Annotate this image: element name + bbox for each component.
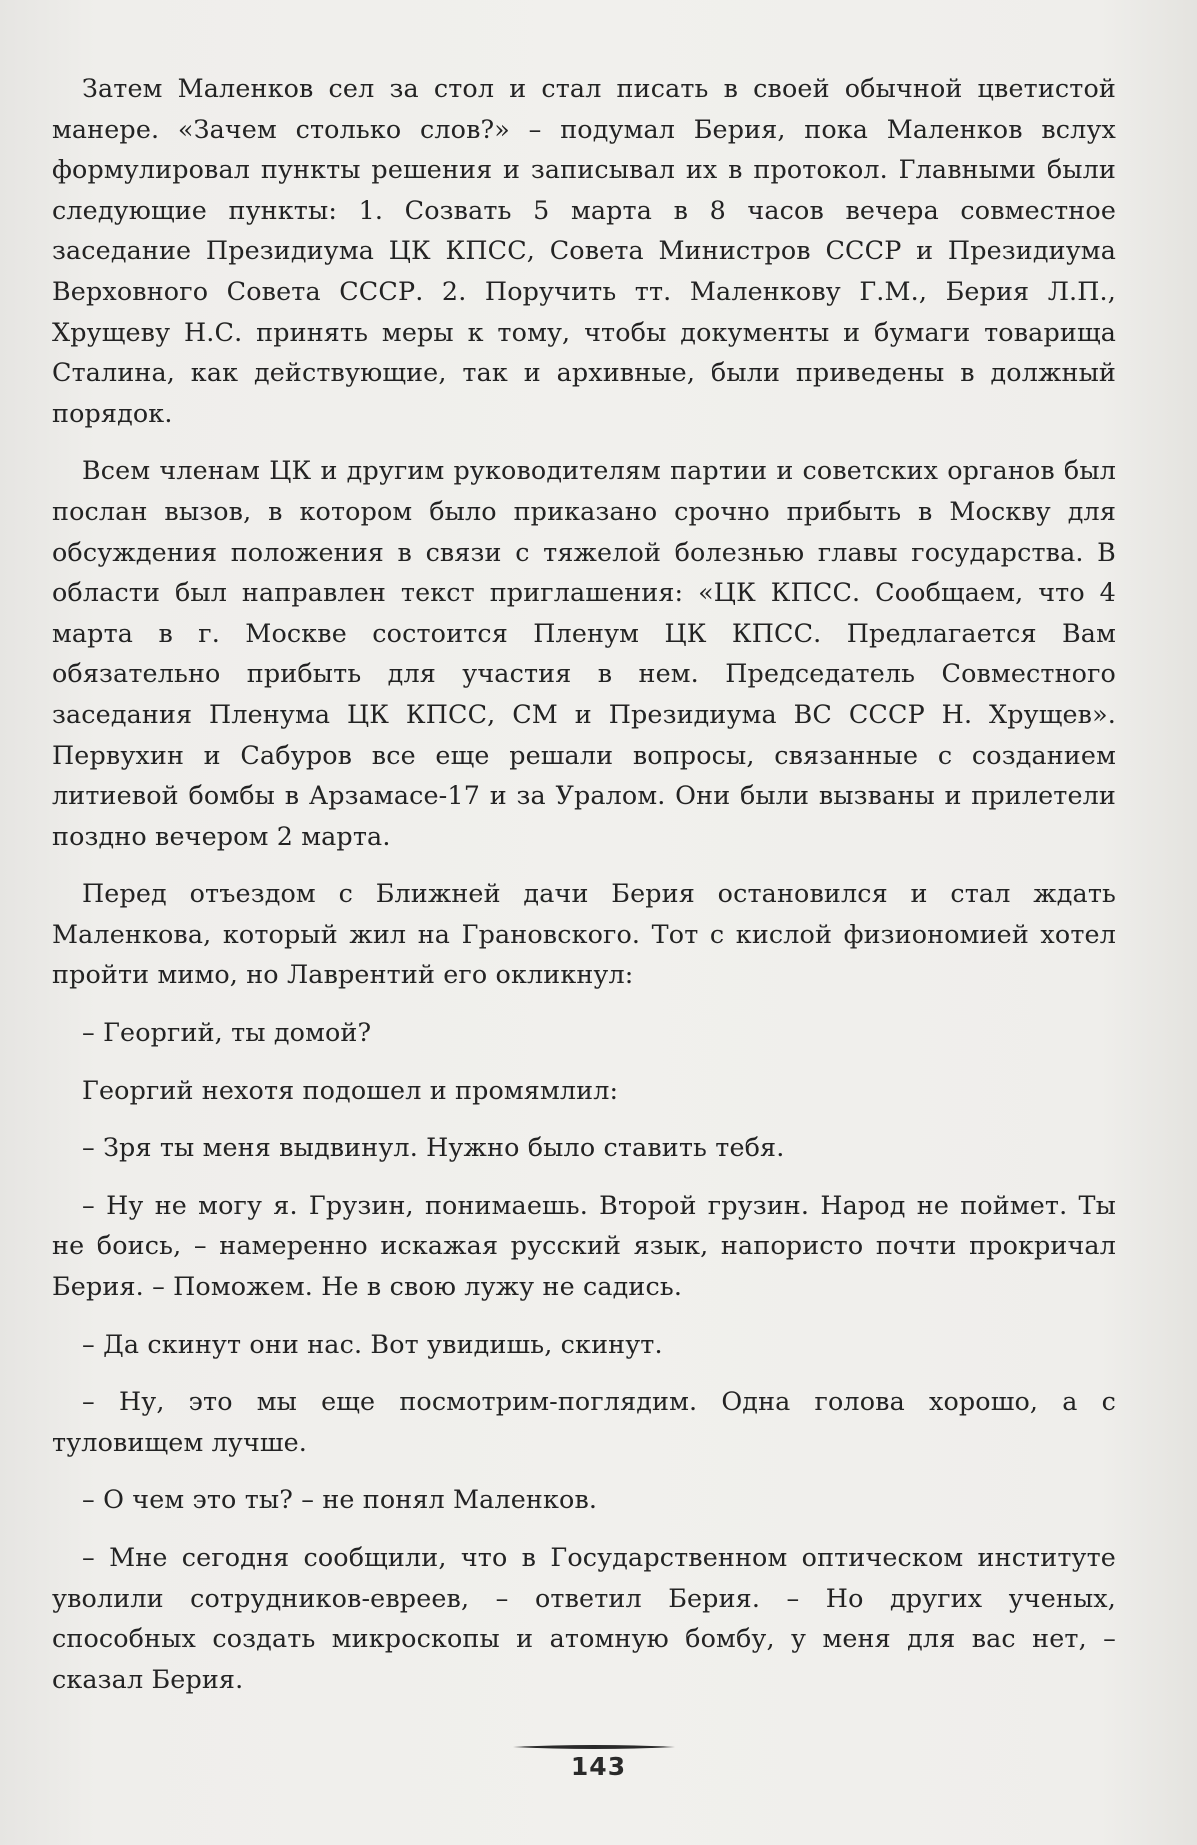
paragraph-2: Всем членам ЦК и другим руководителям партии и советских органов был послан вызов, в котором было приказано срочно прибыть в Москву для обсуждения положения в связи с тяжелой болезнью главы государства. В области был направлен текст приглашения: «ЦК КПСС. Сообщаем, что 4 марта в г. Москве состоится Пленум ЦК КПСС. Предлагается Вам обязательно прибыть для участия в нем. Председатель Совместного заседания Пленума ЦК КПСС, СМ и Президиума ВС СССР Н. Хрущев». Первухин и Сабуров все еще решали вопросы, связанные с созданием литиевой бомбы в Арзамасе-17 и за Уралом. Они были вызваны и прилетели поздно вечером 2 марта.	[52, 455, 1116, 851]
footer-ornament-rule	[513, 1744, 675, 1750]
dialogue-line-7: – Мне сегодня сообщили, что в Государственном оптическом институте уволили сотрудников-евреев, – ответил Берия. – Но других ученых, способных создать микроскопы и атомную бомбу, у меня для вас нет, – сказал Берия.	[52, 1542, 1116, 1694]
body-text	[52, 68, 1116, 1716]
paragraph-1: Затем Маленков сел за стол и стал писать в своей обычной цветистой манере. «Зачем столько слов?» – подумал Берия, пока Маленков вслух формулировал пункты решения и записывал их в протокол. Главными были следующие пункты: 1. Созвать 5 марта в 8 часов вечера совместное заседание Президиума ЦК КПСС, Совета Министров СССР и Президиума Верховного Совета СССР. 2. Поручить тт. Маленкову Г.М., Берия Л.П., Хрущеву Н.С. принять меры к тому, чтобы документы и бумаги товарища Сталина, как действующие, так и архивные, были приведены в должный порядок.	[52, 73, 1116, 428]
paragraph-3: Перед отъездом с Ближней дачи Берия остановился и стал ждать Маленкова, который жил на Грановского. Тот с кислой физиономией хотел пройти мимо, но Лаврентий его окликнул:	[52, 878, 1116, 990]
dialogue-line-5: – Ну, это мы еще посмотрим-поглядим. Одна голова хорошо, а с туловищем лучше.	[52, 1386, 1116, 1457]
page-number: 143	[570, 1752, 627, 1781]
dialogue-line-1: – Георгий, ты домой?	[82, 1017, 372, 1048]
dialogue-line-3: – Ну не могу я. Грузин, понимаешь. Второй грузин. Народ не поймет. Ты не боись, – намеренно искажая русский язык, напористо почти прокричал Берия. – Поможем. Не в свою лужу не садись.	[52, 1189, 1116, 1302]
dialogue-line-6: – О чем это ты? – не понял Маленков.	[82, 1484, 598, 1515]
dialogue-line-4: – Да скинут они нас. Вот увидишь, скинут.	[82, 1328, 663, 1359]
dialogue-line-2: – Зря ты меня выдвинул. Нужно было ставить тебя.	[82, 1132, 785, 1163]
paragraph-4: Георгий нехотя подошел и промямлил:	[82, 1074, 619, 1105]
